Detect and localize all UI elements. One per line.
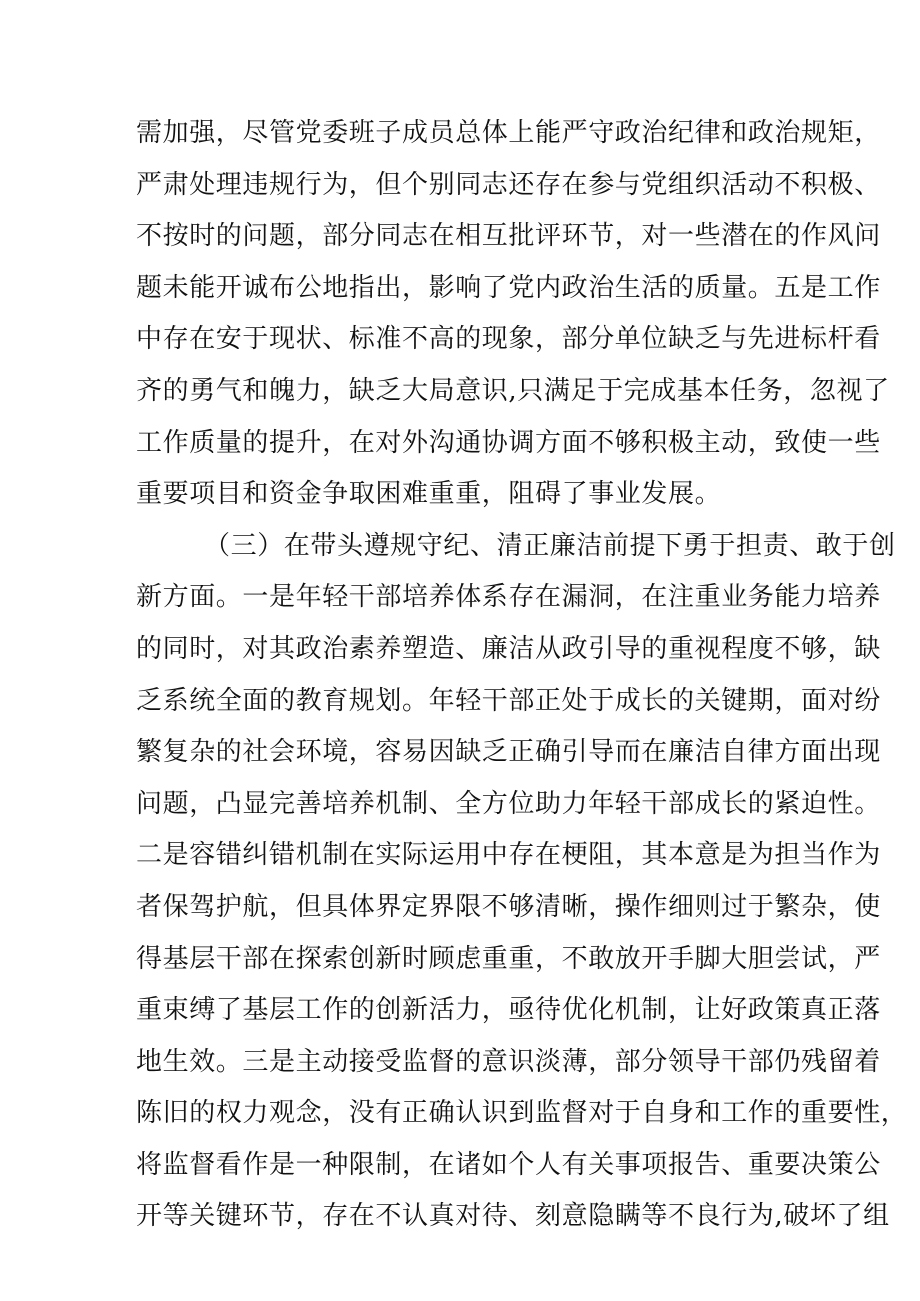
text-line: 严肃处理违规行为，但个别同志还存在参与党组织活动不积极、 — [136, 169, 881, 200]
text-line: 不按时的问题，部分同志在相互批评环节，对一些潜在的作风问 — [136, 221, 881, 252]
text-line: 地生效。三是主动接受监督的意识淡薄，部分领导干部仍残留着 — [136, 1046, 881, 1077]
text-line: 的同时，对其政治素养塑造、廉洁从政引导的重视程度不够，缺 — [136, 633, 881, 664]
text-line: 重束缚了基层工作的创新活力，亟待优化机制，让好政策真正落 — [136, 995, 881, 1026]
text-line: 陈旧的权力观念，没有正确认识到监督对于自身和工作的重要性， — [136, 1098, 908, 1129]
text-line: 开等关键环节，存在不认真对待、刻意隐瞒等不良行为,破坏了组 — [136, 1201, 890, 1232]
text-line: 者保驾护航，但具体界定界限不够清晰，操作细则过于繁杂，使 — [136, 891, 881, 922]
body-text — [136, 108, 908, 1243]
text-line: 二是容错纠错机制在实际运用中存在梗阻，其本意是为担当作为 — [136, 840, 881, 871]
text-line: 题未能开诚布公地指出，影响了党内政治生活的质量。五是工作 — [136, 272, 881, 303]
text-line: 新方面。一是年轻干部培养体系存在漏洞，在注重业务能力培养 — [136, 582, 881, 613]
text-line: 繁复杂的社会环境，容易因缺乏正确引导而在廉洁自律方面出现 — [136, 737, 881, 768]
text-line: 中存在安于现状、标准不高的现象，部分单位缺乏与先进标杆看 — [136, 324, 881, 355]
text-line: 需加强，尽管党委班子成员总体上能严守政治纪律和政治规矩， — [136, 118, 881, 148]
text-line: 问题，凸显完善培养机制、全方位助力年轻干部成长的紧迫性。 — [136, 788, 881, 819]
text-line: 乏系统全面的教育规划。年轻干部正处于成长的关键期，面对纷 — [136, 685, 881, 716]
text-line: 将监督看作是一种限制，在诸如个人有关事项报告、重要决策公 — [136, 1149, 881, 1180]
section-heading-line: （三）在带头遵规守纪、清正廉洁前提下勇于担责、敢于创 — [204, 530, 896, 561]
text-line: 齐的勇气和魄力，缺乏大局意识,只满足于完成基本任务，忽视了 — [136, 375, 890, 406]
text-line: 得基层干部在探索创新时顾虑重重，不敢放开手脚大胆尝试，严 — [136, 943, 881, 974]
text-line: 重要项目和资金争取困难重重，阻碍了事业发展。 — [136, 479, 722, 510]
text-line: 工作质量的提升，在对外沟通协调方面不够积极主动，致使一些 — [136, 427, 881, 458]
